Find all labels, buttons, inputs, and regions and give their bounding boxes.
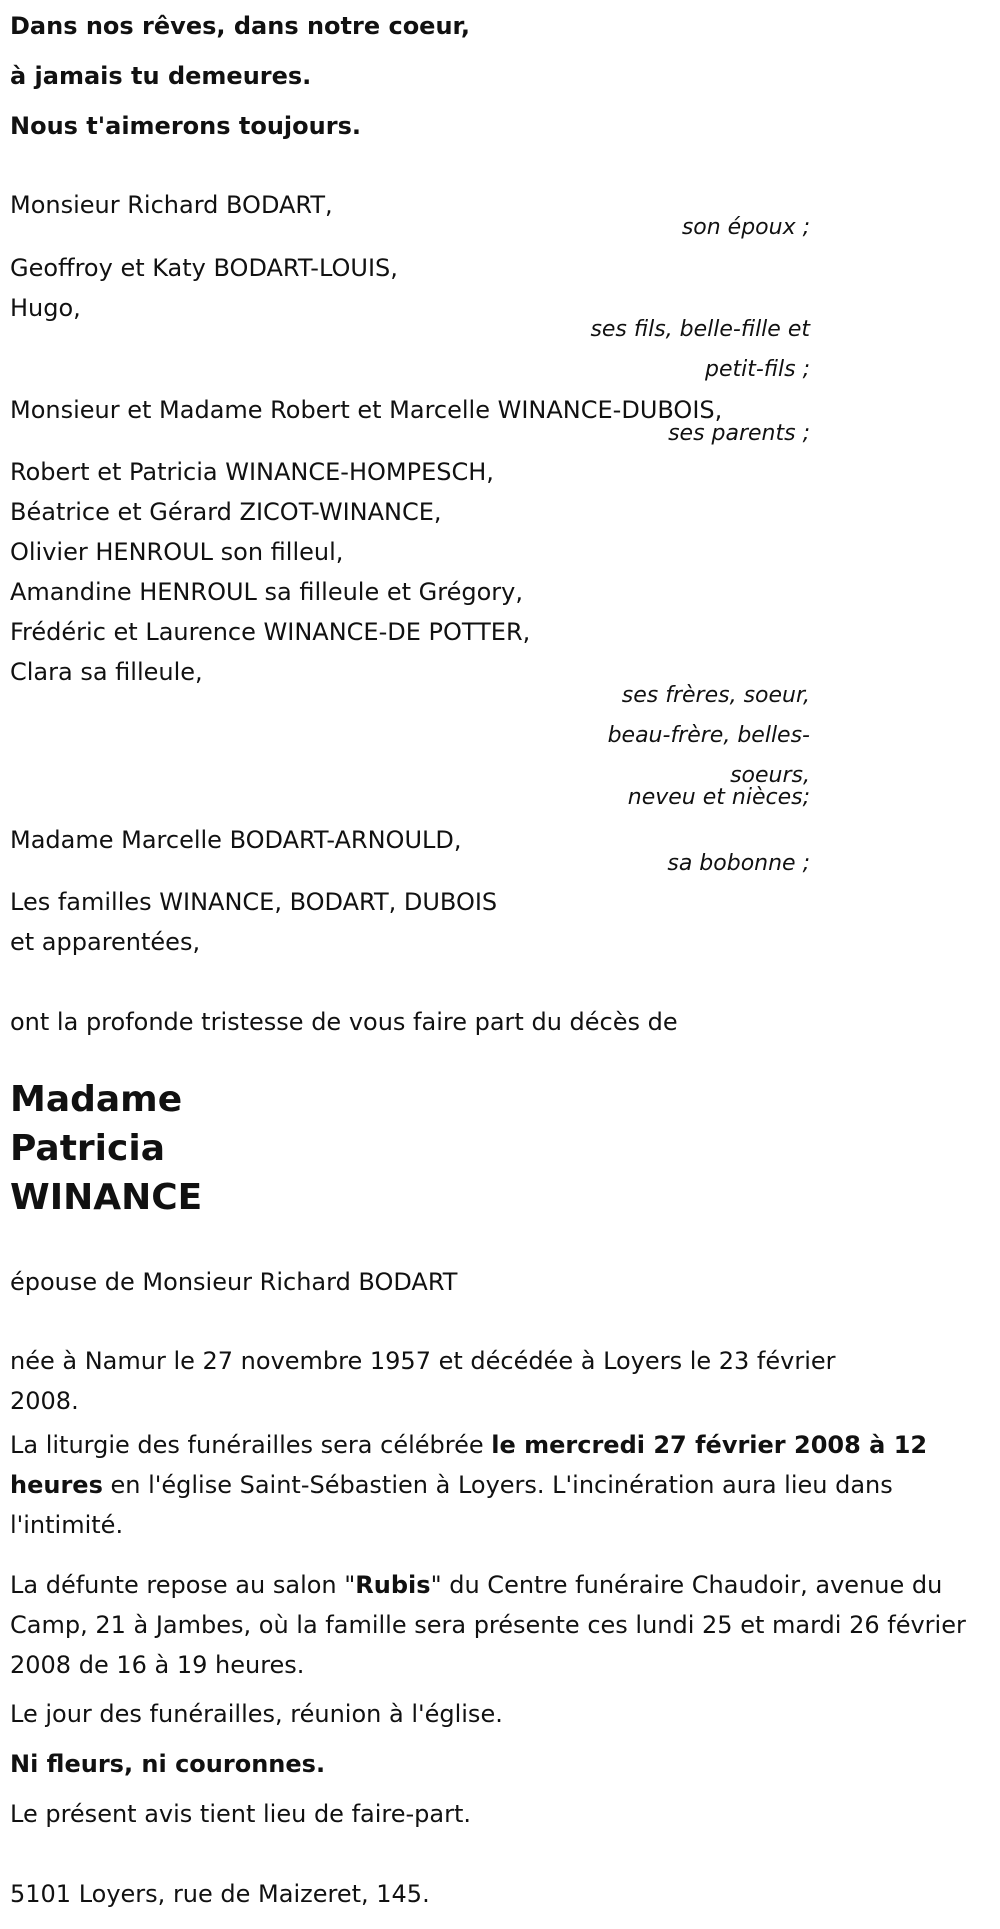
no-flowers-line: Ni fleurs, ni couronnes. [10, 1750, 326, 1778]
families-line-1: Les familles WINANCE, BODART, DUBOIS [10, 888, 498, 916]
reunion-line: Le jour des funérailles, réunion à l'église. [10, 1700, 503, 1728]
sibling-line: Béatrice et Gérard ZICOT-WINANCE, [10, 498, 442, 526]
grandmother-relation: sa bobonne ; [667, 851, 810, 876]
deceased-first-name: Patricia [10, 1128, 165, 1169]
sibling-line: Amandine HENROUL sa filleule et Grégory, [10, 578, 523, 606]
liturgy-text-end: en l'église Saint-Sébastien à Loyers. L'incinération aura lieu dans l'intimité. [10, 1471, 893, 1539]
sibling-line: Robert et Patricia WINANCE-HOMPESCH, [10, 458, 494, 486]
deceased-title: Madame [10, 1079, 183, 1120]
sibling-line: Olivier HENROUL son filleul, [10, 538, 344, 566]
grandmother-name: Madame Marcelle BODART-ARNOULD, [10, 826, 462, 854]
husband-name: Monsieur Richard BODART, [10, 191, 333, 219]
deceased-last-name: WINANCE [10, 1177, 203, 1218]
poem-line-3: Nous t'aimerons toujours. [10, 112, 361, 140]
rest-paragraph [10, 1565, 990, 1685]
liturgy-paragraph [10, 1425, 990, 1545]
rest-text-end: " du Centre funéraire Chaudoir, avenue du Camp, 21 à Jambes, où la famille sera présente ces lundi 25 et mardi 26 février 2008 de 16 à 19 heures. [10, 1571, 966, 1679]
birth-death-line-2: 2008. [10, 1387, 79, 1415]
notice-line: Le présent avis tient lieu de faire-part. [10, 1800, 472, 1828]
liturgy-date-time: le mercredi 27 février 2008 à 12 heures [10, 1431, 928, 1499]
spouse-line: épouse de Monsieur Richard BODART [10, 1268, 458, 1296]
rest-text-start: La défunte repose au salon " [10, 1571, 356, 1599]
announcement-text: ont la profonde tristesse de vous faire part du décès de [10, 1008, 678, 1036]
siblings-relation-line: neveu et nièces; [627, 785, 810, 810]
son-line-2: Hugo, [10, 294, 81, 322]
liturgy-text-start: La liturgie des funérailles sera célébrée [10, 1431, 492, 1459]
address-line: 5101 Loyers, rue de Maizeret, 145. [10, 1880, 430, 1908]
siblings-relation-line: soeurs, [730, 763, 810, 788]
siblings-relation-line: beau-frère, belles- [607, 723, 810, 748]
poem-line-1: Dans nos rêves, dans notre coeur, [10, 12, 470, 40]
salon-name: Rubis [355, 1571, 431, 1599]
parents-relation: ses parents ; [668, 421, 810, 446]
birth-death-line-1: née à Namur le 27 novembre 1957 et décédée à Loyers le 23 février [10, 1347, 836, 1375]
son-line-1: Geoffroy et Katy BODART-LOUIS, [10, 254, 398, 282]
sibling-line: Frédéric et Laurence WINANCE-DE POTTER, [10, 618, 531, 646]
siblings-relation-line: ses frères, soeur, [621, 683, 810, 708]
husband-relation: son époux ; [681, 215, 810, 240]
poem-line-2: à jamais tu demeures. [10, 62, 312, 90]
parents-name: Monsieur et Madame Robert et Marcelle WINANCE-DUBOIS, [10, 396, 723, 424]
son-relation-line-1: ses fils, belle-fille et [590, 317, 810, 342]
sibling-line: Clara sa filleule, [10, 658, 203, 686]
son-relation-line-2: petit-fils ; [705, 357, 810, 382]
families-line-2: et apparentées, [10, 928, 201, 956]
